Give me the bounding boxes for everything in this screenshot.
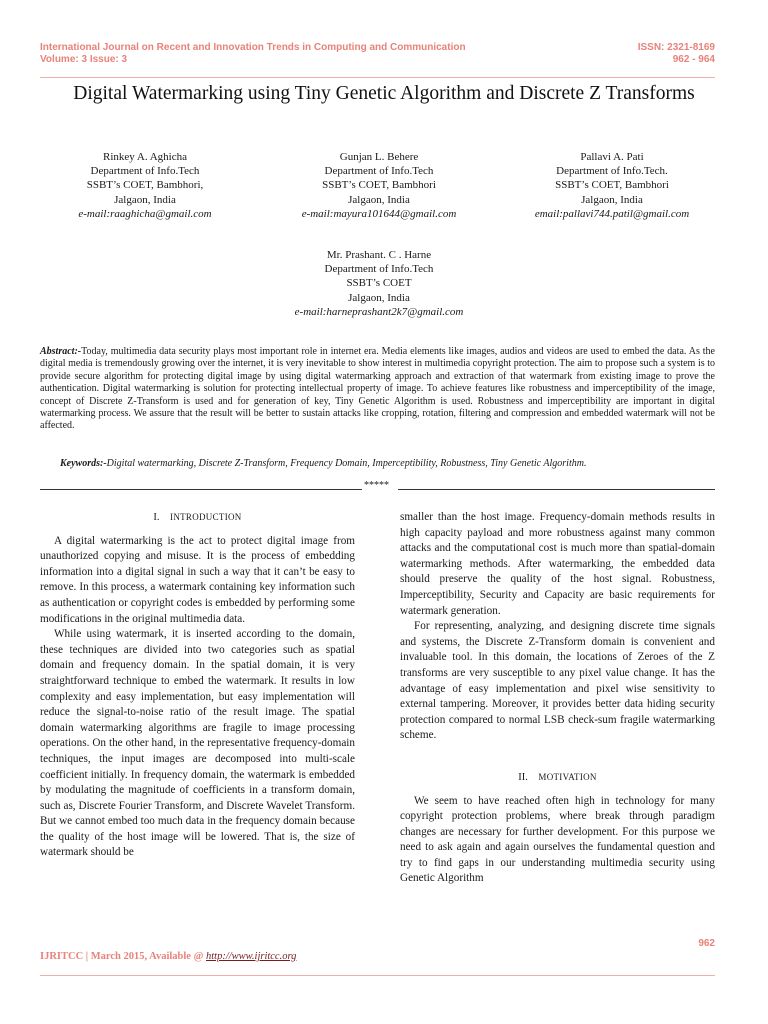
footer-text: IJRITCC | March 2015, Available @ xyxy=(40,951,206,962)
section-title: INTRODUCTION xyxy=(170,512,242,522)
section-heading-motivation xyxy=(400,770,715,786)
journal-name: International Journal on Recent and Innovation Trends in Computing and Communication xyxy=(40,42,466,53)
author-email: e-mail:harneprashant2k7@gmail.com xyxy=(294,305,464,318)
journal-pages: 962 - 964 xyxy=(672,54,715,65)
author-name: Mr. Prashant. C . Harne xyxy=(326,249,432,261)
journal-volume: Volume: 3 Issue: 3 xyxy=(40,54,128,65)
paragraph: While using watermark, it is inserted according to the domain, these techniques are divided into two categories such as spatial domain and frequency domain. In the spatial domain, it is very straightforward technique to embed the watermark. It results in low complexity and easy implementation, but easy implementation will reduce the signal-to-noise ratio of the result image. The spatial domain watermarking algorithms are fragile to image processing operations. On the other hand, in the representative frequency-domain techniques, the input images are decomposed into multi-scale coefficient initially. In frequency domain, the watermark is embedded by modulating the magnitude of coefficients in a transform domain, such as, Discrete Fourier Transform, and Discrete Wavelet Transform. But we cannot embed too much data in the frequency domain because the quality of the host image will be lowered. That is, the size of watermark should be xyxy=(40,628,355,859)
footer xyxy=(40,951,296,962)
footer-rule xyxy=(40,975,715,976)
author-city: Jalgaon, India xyxy=(114,193,176,206)
author-block xyxy=(30,150,260,221)
author-city: Jalgaon, India xyxy=(581,193,643,206)
author-inst: SSBT’s COET xyxy=(346,277,412,290)
journal-link[interactable]: http://www.ijritcc.org xyxy=(206,951,297,962)
body-column-left xyxy=(40,510,355,861)
paragraph: For representing, analyzing, and designing discrete time signals and systems, the Discrete Z-Transform domain is convenient and invaluable tool. In this domain, the locations of Zeroes of the Z transforms are very susceptible to any pixel value change. It has the advantage of easy implementation and pixel wise sensitivity to external tampering. Moreover, it provides better data hiding security protection compared to normal LSB check-sum fragile watermarking scheme. xyxy=(400,620,715,742)
author-dept: Department of Info.Tech xyxy=(324,165,434,178)
page-number: 962 xyxy=(698,938,715,949)
keywords xyxy=(60,457,720,470)
author-block xyxy=(264,248,494,319)
abstract xyxy=(40,346,715,433)
author-inst: SSBT’s COET, Bambhori, xyxy=(86,179,204,192)
author-dept: Department of Info.Tech xyxy=(324,263,434,276)
author-name: Gunjan L. Behere xyxy=(339,151,419,163)
abstract-text: Today, multimedia data security plays most important role in internet era. Media elements like images, audios and videos are used to embed the data. As the digital media is tremendously growing over the internet, it is very inevitable to show interest in multimedia copyright protection. The aim to propose such a system is to provide secure algorithm for protecting digital image by using digital watermarking approach and extraction of that watermark from existing image to prove the authentication. Digital watermarking is solution for protecting intellectual property of image. To achieve features like robustness and imperceptibility of the image, concept of Discrete Z-Transform is used and for generation of key, Tiny Genetic Algorithm is used. Robustness and imperceptibility are important in digital watermarking process. We assure that the result will be better to sustain attacks like cropping, rotation, filtering and compression and embedded watermark will not be affected. xyxy=(40,346,715,432)
author-inst: SSBT’s COET, Bambhori xyxy=(322,179,436,192)
keywords-text: Digital watermarking, Discrete Z-Transform, Frequency Domain, Imperceptibility, Robustness, Tiny Genetic Algorithm. xyxy=(106,458,587,469)
section-number: I. xyxy=(153,512,160,523)
author-block xyxy=(264,150,494,221)
journal-issn-block xyxy=(638,42,715,66)
separator-stars: ***** xyxy=(364,480,389,491)
author-name: Pallavi A. Pati xyxy=(580,151,644,163)
journal-header xyxy=(40,42,466,66)
paragraph: We seem to have reached often high in technology for many copyright protection problems, where break through paradigm changes are necessary for further development. For this purpose we need to ask again and again ourselves the fundamental question and try to find gaps in our understanding multimedia security using Genetic Algorithm xyxy=(400,794,715,885)
author-name: Rinkey A. Aghicha xyxy=(102,151,188,163)
author-city: Jalgaon, India xyxy=(348,193,410,206)
header-rule xyxy=(40,77,715,78)
abstract-label: Abstract:- xyxy=(40,346,82,357)
author-email: e-mail:mayura101644@gmail.com xyxy=(301,207,457,220)
paragraph: smaller than the host image. Frequency-domain methods results in high capacity payload and more robustness against many common attacks and the computational cost is much more than spatial-domain watermarking methods. After watermarking, the embedded data should preserve the quality of the host signal. Robustness, Imperceptibility, Security and Capacity are basic requirements for watermark generation. xyxy=(400,511,715,617)
section-number: II. xyxy=(518,771,528,783)
author-email: email:pallavi744.patil@gmail.com xyxy=(534,207,690,220)
author-email: e-mail:raaghicha@gmail.com xyxy=(78,207,212,220)
author-dept: Department of Info.Tech xyxy=(90,165,200,178)
separator-line-left xyxy=(40,489,362,490)
author-block xyxy=(497,150,727,221)
paper-title: Digital Watermarking using Tiny Genetic Algorithm and Discrete Z Transforms xyxy=(73,83,695,104)
author-dept: Department of Info.Tech. xyxy=(556,165,668,178)
section-title: MOTIVATION xyxy=(538,771,597,782)
section-separator xyxy=(40,480,715,492)
author-inst: SSBT’s COET, Bambhori xyxy=(555,179,669,192)
separator-line-right xyxy=(398,489,715,490)
author-city: Jalgaon, India xyxy=(348,291,410,304)
keywords-label: Keywords:- xyxy=(60,458,107,469)
journal-issn: ISSN: 2321-8169 xyxy=(637,42,715,53)
section-heading-introduction xyxy=(40,510,355,526)
body-column-right xyxy=(400,510,715,887)
paragraph: A digital watermarking is the act to protect digital image from unauthorized copying and misuse. It is the process of embedding information into a digital signal in such a way that it can’t be easy to remove. In this process, a watermark containing key information such as authentication or copyright codes is embedded by performing some modifications in the original multimedia data. xyxy=(40,534,355,625)
